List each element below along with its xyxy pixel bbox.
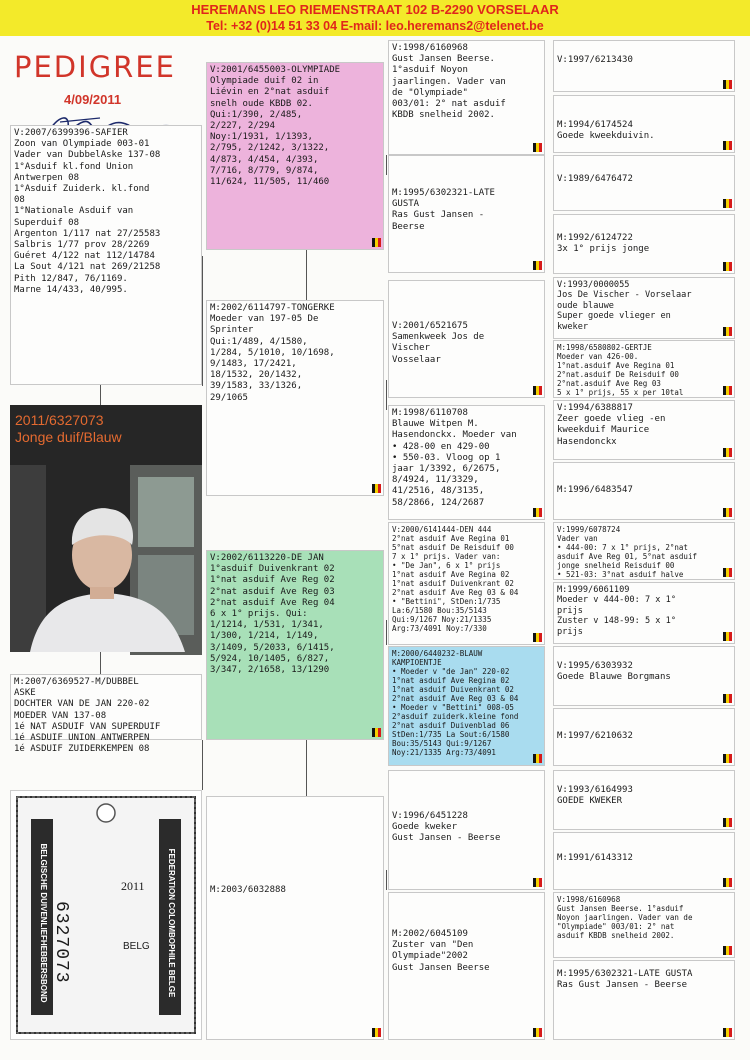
- connector-line: [386, 155, 387, 175]
- belgium-flag-icon: [723, 632, 732, 641]
- belgium-flag-icon: [533, 1028, 542, 1037]
- belgium-flag-icon: [723, 694, 732, 703]
- ring-band-right-text: FEDERATION COLOMBOPHILE BELGE: [167, 848, 176, 998]
- belgium-flag-icon: [723, 141, 732, 150]
- sss-box: V:1998/6160968 Gust Jansen Beerse. 1°asduif Noyon jaarlingen. Vader van de "Olympiade" 003/01: 2° nat asduif KBDB snelheid 2002.: [388, 40, 545, 155]
- dds-box: V:1996/6451228 Goede kweker Gust Jansen - Beerse: [388, 770, 545, 890]
- dam-box: M:2007/6369527-M/DUBBEL ASKE DOCHTER VAN DE JAN 220-02 MOEDER VAN 137-08 1é NAT ASDUIF VAN SUPERDUIF 1é ASDUIF UNION ANTWERPEN 1é ASDUIF ZUIDERKEMPEN 08: [10, 674, 202, 740]
- belgium-flag-icon: [533, 878, 542, 887]
- dam-sire-box: V:2002/6113220-DE JAN 1°asduif Duivenkrant 02 1°nat asduif Ave Reg 02 2°nat asduif Ave Reg 03 2°nat asduif Ave Reg 04 6 x 1° prijs. Qui: 1/1214, 1/531, 1/341, 1/300, 1/214, 1/149, 3/1409, 5/2033, 6/1415, 5/924, 10/1405, 6/827, 3/347, 2/1658, 13/1290: [206, 550, 384, 740]
- belgium-flag-icon: [723, 568, 732, 577]
- belgium-flag-icon: [533, 143, 542, 152]
- g4-box-4: M:1992/6124722 3x 1° prijs jonge: [553, 214, 735, 274]
- g4-box-2: M:1994/6174524 Goede kweekduivin.: [553, 95, 735, 153]
- g4-box-13: V:1993/6164993 GOEDE KWEKER: [553, 770, 735, 830]
- owner-address: HEREMANS LEO RIEMENSTRAAT 102 B-2290 VORSELAAR: [191, 2, 559, 17]
- owner-contact: Tel: +32 (0)14 51 33 04 E-mail: leo.heremans2@telenet.be: [206, 19, 544, 33]
- g4-box-15: V:1998/6160968 Gust Jansen Beerse. 1°asduif Noyon jaarlingen. Vader van de "Olympiade" 003/01: 2° nat asduif KBDB snelheid 2002.: [553, 892, 735, 958]
- g4-box-3: V:1989/6476472: [553, 155, 735, 211]
- sire-dam-box: M:2002/6114797-TONGERKE Moeder van 197-05 De Sprinter Qui:1/489, 4/1580, 1/284, 5/1010, 10/1698, 9/1483, 17/2421, 18/1532, 20/1432, 39/1583, 33/1326, 29/1065: [206, 300, 384, 496]
- connector-line: [386, 620, 387, 645]
- g4-box-1: V:1997/6213430: [553, 40, 735, 92]
- connector-line: [100, 652, 101, 674]
- belgium-flag-icon: [372, 1028, 381, 1037]
- belgium-flag-icon: [723, 878, 732, 887]
- g4-box-8: M:1996/6483547: [553, 462, 735, 520]
- dsd-box: M:2000/6440232-BLAUW KAMPIOENTJE • Moeder v "de Jan" 220-02 1°nat asduif Ave Regina 02 1°nat asduif Duivenkrant 02 2°nat asduif Ave Reg 03 & 04 • Moeder v "Bettini" 008-05 2°asduif zuiderk.kleine fond 2°nat asduif Duivenblad 06 StDen:1/735 La Sout:6/1580 Bou:35/5143 Qui:9/1267 Noy:21/1335 Arg:73/4091: [388, 646, 545, 766]
- connector-line: [100, 385, 101, 405]
- belgium-flag-icon: [723, 818, 732, 827]
- g4-box-12: M:1997/6210632: [553, 708, 735, 766]
- belgium-flag-icon: [372, 238, 381, 247]
- belgium-flag-icon: [723, 199, 732, 208]
- g4-box-7: V:1994/6388817 Zeer goede vlieg -en kweekduif Maurice Hasendonckx: [553, 400, 735, 460]
- belgium-flag-icon: [533, 261, 542, 270]
- belgium-flag-icon: [723, 946, 732, 955]
- dam-dam-box: M:2003/6032888: [206, 796, 384, 1040]
- belgium-flag-icon: [372, 728, 381, 737]
- connector-line: [202, 256, 203, 386]
- belgium-flag-icon: [533, 633, 542, 642]
- belgium-flag-icon: [723, 448, 732, 457]
- ring-country: BELG: [123, 941, 150, 952]
- g4-box-14: M:1991/6143312: [553, 832, 735, 890]
- connector-line: [386, 870, 387, 890]
- page-title: PEDIGREE: [14, 50, 176, 84]
- connector-line: [306, 250, 307, 300]
- ddd-box: M:2002/6045109 Zuster van "Den Olympiade"2002 Gust Jansen Beerse: [388, 892, 545, 1040]
- sire-box: V:2007/6399396-SAFIER Zoon van Olympiade 003-01 Vader van DubbelAske 137-08 1°Asduif kl.fond Union Antwerpen 08 1°Asduif Zuiderk. kl.fond 08 1°Nationale Asduif van Superduif 08 Argenton 1/117 nat 27/25583 Salbris 1/77 prov 28/2269 Guéret 4/122 nat 112/14784 La Sout 4/121 nat 269/21258 Pith 12/847, 76/1169. Marne 14/433, 40/995.: [10, 125, 202, 385]
- belgium-flag-icon: [723, 327, 732, 336]
- ssd-box: M:1995/6302321-LATE GUSTA Ras Gust Jansen - Beerse: [388, 155, 545, 273]
- header-banner: [0, 0, 750, 36]
- belgium-flag-icon: [533, 508, 542, 517]
- ring-number: 6327073: [51, 901, 71, 984]
- belgium-flag-icon: [723, 80, 732, 89]
- sire-sire-box: V:2001/6455003-OLYMPIADE Olympiade duif 02 in Liévin en 2°nat asduif snelh oude KBDB 02. Qui:1/390, 2/485, 2/227, 2/294 Noy:1/1931, 1/1393, 2/795, 2/1242, 3/1322, 4/873, 4/454, 4/393, 7/716, 8/779, 9/874, 11/624, 11/505, 11/460: [206, 62, 384, 250]
- belgium-flag-icon: [723, 1028, 732, 1037]
- belgium-flag-icon: [723, 754, 732, 763]
- pedigree-date: 4/09/2011: [64, 92, 122, 107]
- belgium-flag-icon: [723, 386, 732, 395]
- g4-box-5: V:1993/0000055 Jos De Vischer - Vorselaar oude blauwe Super goede vlieger en kweker: [553, 277, 735, 339]
- g4-box-9: V:1999/6078724 Vader van • 444-00: 7 x 1° prijs, 2°nat asduif Ave Reg 01, 5°nat asduif jonge snelheid Reisduif 00 • 521-03: 3°nat asduif halve: [553, 522, 735, 580]
- connector-line: [306, 740, 307, 796]
- g4-box-6: M:1998/6580802-GERTJE Moeder van 426-00. 1°nat.asduif Ave Regina 01 2°nat.asduif De Reisduif 00 2°nat.asduif Ave Reg 03 5 x 1° prijs, 55 x per 10tal: [553, 340, 735, 398]
- belgium-flag-icon: [372, 484, 381, 493]
- belgium-flag-icon: [723, 508, 732, 517]
- g4-box-11: V:1995/6303932 Goede Blauwe Borgmans: [553, 646, 735, 706]
- sdd-box: M:1998/6110708 Blauwe Witpen M. Hasendonckx. Moeder van • 428-00 en 429-00 • 550-03. Vloog op 1 jaar 1/3392, 6/2675, 8/4924, 11/3329, 41/2516, 48/3135, 58/2866, 124/2687: [388, 405, 545, 520]
- belgium-flag-icon: [533, 386, 542, 395]
- belgium-flag-icon: [723, 262, 732, 271]
- photo-description: Jonge duif/Blauw: [15, 429, 122, 445]
- ring-band-left-text: BELGISCHE DUIVENLIEFHEBBERSBOND: [39, 843, 48, 1003]
- dss-box: V:2000/6141444-DEN 444 2°nat asduif Ave Regina 01 5°nat asduif De Reisduif 00 7 x 1° prijs. Vader van: • "De Jan", 6 x 1° prijs 1°nat asduif Ave Regina 02 1°nat asduif Duivenkrant 02 2°nat asduif Ave Reg 03 & 04 • "Bettini", StDen:1/735 La:6/1580 Bou:35/5143 Qui:9/1267 Noy:21/1335 Arg:73/4091 Noy:7/330: [388, 522, 545, 645]
- owner-photo: [10, 405, 202, 652]
- photo-ring-number: 2011/6327073: [15, 412, 104, 428]
- ring-year: 2011: [121, 879, 145, 893]
- belgium-flag-icon: [533, 754, 542, 763]
- g4-box-16: M:1995/6302321-LATE GUSTA Ras Gust Jansen - Beerse: [553, 960, 735, 1040]
- g4-box-10: M:1999/6061109 Moeder v 444-00: 7 x 1° prijs Zuster v 148-99: 5 x 1° prijs: [553, 582, 735, 644]
- sds-box: V:2001/6521675 Samenkweek Jos de Vischer Vosselaar: [388, 280, 545, 398]
- connector-line: [202, 740, 203, 790]
- connector-line: [386, 380, 387, 410]
- ring-card: [10, 790, 202, 1040]
